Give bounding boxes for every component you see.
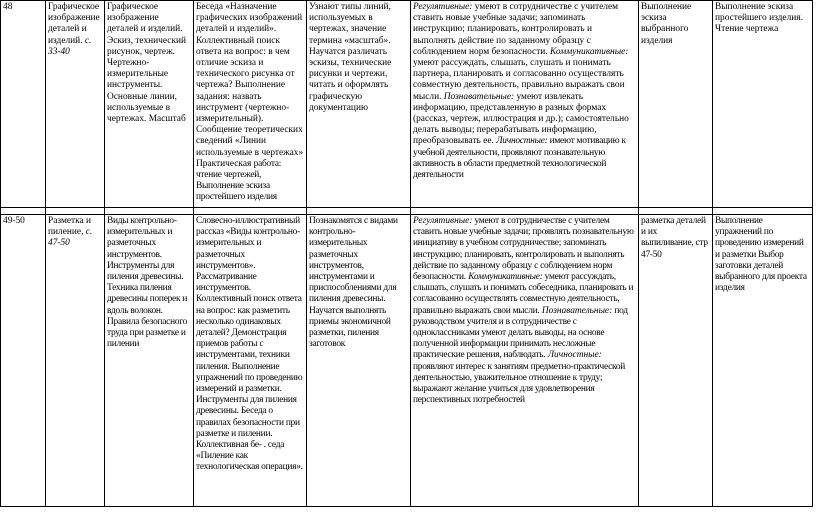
uud-label: Регулятивные: (413, 216, 473, 226)
uud-text: имеют мотивацию к учебной деятельности, проявляют познавательную активность в области предметной технологической деятельности (413, 136, 626, 181)
uud-label: Коммуникативные: (468, 272, 543, 283)
control-form: разметка деталей и их выпиливание, стр 47-50 (639, 215, 713, 507)
content-elements: Виды контрольно-измерительных и разметочных инструментов. Инструменты для пиления древесины. Техника пиления древесины поперек и вдоль волокон. Правила безопасного труда при разметке и пилении (105, 215, 194, 507)
uud-results (411, 215, 639, 507)
lesson-topic: Графическое изображение деталей и изделий. с. 33-40 (46, 1, 105, 208)
control-form: Выполнение эскиза выбранного изделия (639, 1, 713, 208)
activities-text: Беседа «Назначение графических изображений деталей и изделий». Коллективный поиск ответа на вопрос: в чем отличие эскиза и технического рисунка от чертежа? Выполнение задания: назвать инструмент (чертежно-измерительный). Сообщение теоретических сведений «Линии используемые в чертежах» Практическая (196, 2, 304, 169)
uud-label: Личностные: (496, 136, 548, 147)
homework: Выполнение упражнений по проведению измерений и разметки Выбор заготовки деталей выбранного для проекта изделия (713, 215, 813, 507)
subject-results: Познакомятся с видами контрольно-измерительных разметочных инструментов, инструментами и приспособлениями для пиления древесины. Научатся выполнять приемы экономичной разметки, пиления заготовок (307, 215, 411, 507)
row-gap (1, 208, 813, 215)
uud-text: проявляют интерес к занятиям предметно-практической деятельностью, уважительное отношение к труду; выражают желание учиться для удовлетворения перспективных потребностей (413, 361, 626, 406)
table-row (1, 1, 813, 208)
uud-results (411, 1, 639, 208)
uud-text: умеют извлекать информацию, представленную в разных формах (рассказ, чертеж, иллюстрация и др.); самостоятельно делать выводы; перерабатывать информацию, преобразовывать ее. (413, 91, 629, 147)
lesson-pages: с. 47-50 (48, 227, 93, 249)
uud-text: под руководством учителя и в сотрудничестве с одноклассниками умеют делать выводы, на основе полученной информации принимать несложные практические решения, наблюдать. (413, 305, 628, 361)
student-activities: Словесно-иллюстративный рассказ «Виды контрольно-измерительных и разметочных инструментов». Рассматривание инструментов. Коллективный поиск ответа на вопрос: как разметить несколько одинаковых деталей? Демонстрация приемов работы с инструментами, техники пиления. Выполнение упражнений по проведению измерений и разметки. Инструменты для пиления древесины. Беседа о правилах безопасности при разметке и пилении. Коллективная бе- . седа «Пиление как технологическая операция». (194, 215, 307, 507)
homework: Выполнение эскиза простейшего изделия. Чтение чертежа (713, 1, 813, 208)
activities-text-condensed: работа: чтение чертежей, Выполнение эскиза простейшего изделия (196, 158, 282, 203)
uud-label: Коммуникативные: (550, 46, 629, 57)
content-elements: Графическое изображение деталей и изделий. Эскиз, технический рисунок, чертеж. Чертежно-измерительные инструменты. Основные линии, используемые в чертежах. Масштаб (105, 1, 194, 208)
lesson-number: 48 (1, 1, 46, 208)
lesson-topic: Разметка и пиление, с. 47-50 (46, 215, 105, 507)
subject-results: Узнают типы линий, используемых в чертежах, значение термина «масштаб». Научатся различать эскизы, технические рисунки и чертежи, читать и оформлять графическую документацию (307, 1, 411, 208)
uud-text: умеют рассуждать, слышать, слушать и понимать собеседника, планировать и согласованно осуществлять совместную деятельность, правильно выражать свои мысли. (413, 272, 634, 316)
uud-label: Личностные: (547, 350, 602, 361)
uud-text: умеют рассуждать, слышать, слушать и понимать партнера, планировать и согласованно осуществлять совместную деятельность, правильно выражать свои мысли. (413, 58, 625, 102)
lesson-number: 49-50 (1, 215, 46, 507)
uud-label: Познавательные: (443, 91, 515, 102)
uud-label: Познавательные: (541, 305, 613, 316)
student-activities (194, 1, 307, 208)
table-row (1, 215, 813, 507)
uud-text: умеют в сотрудничестве с учителем ставить новые учебные задачи; запоминать инструкцию; планировать, контролировать и выполнять действие по заданному образцу с соблюдением норм безопасности. (413, 2, 619, 57)
uud-text: умеют в сотрудничестве с учителем ставить новые учебные задачи; проявлять познавательную инициативу в учебном сотрудничестве; запоминать инструкцию; планировать, контролировать и выполнять действие по заданному образцу с соблюдением норм безопасности. (413, 216, 634, 283)
lesson-pages: с. 33-40 (48, 35, 92, 57)
uud-label: Регулятивные: (413, 2, 473, 12)
